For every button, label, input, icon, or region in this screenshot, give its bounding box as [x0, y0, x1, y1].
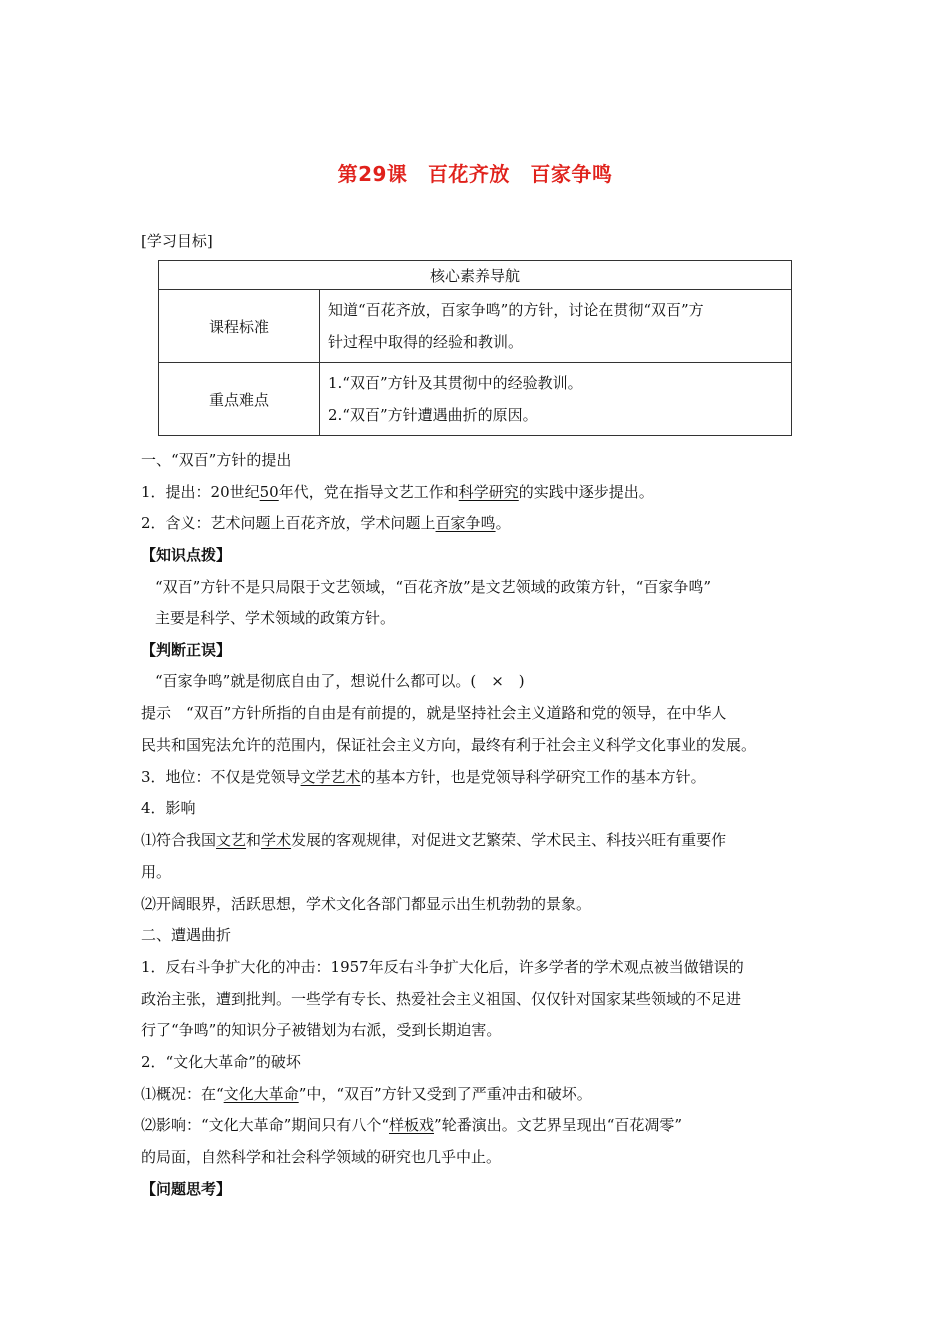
table-row-content [320, 363, 792, 436]
judge-text: “百家争鸣”就是彻底自由了，想说什么都可以。( × ) [155, 672, 525, 690]
section-heading: 二、遭遇曲折 [141, 926, 232, 944]
table-cell-line: 1.“双百”方针及其贯彻中的经验教训。 [328, 374, 583, 392]
goals-table [158, 260, 792, 436]
tip-text: 主要是科学、学术领域的政策方针。 [155, 609, 396, 627]
paragraph: 1．提出：20世纪50年代，党在指导文艺工作和科学研究的实践中逐步提出。 [141, 483, 654, 501]
paragraph: ⑴符合我国文艺和学术发展的客观规律，对促进文艺繁荣、学术民主、科技兴旺有重要作 [141, 831, 727, 849]
paragraph: 3．地位：不仅是党领导文学艺术的基本方针，也是党领导科学研究工作的基本方针。 [141, 768, 706, 786]
paragraph: ⑵开阔眼界，活跃思想，学术文化各部门都显示出生机勃勃的景象。 [141, 895, 592, 913]
lesson-title: 第29课 百花齐放 百家争鸣 [337, 162, 613, 186]
table-header: 核心素养导航 [159, 261, 792, 290]
table-row-label: 课程标准 [159, 290, 320, 363]
paragraph: 2．“文化大革命”的破坏 [141, 1053, 301, 1071]
paragraph: 政治主张，遭到批判。一些学有专长、热爱社会主义祖国、仅仅针对国家某些领域的不足进 [141, 990, 742, 1008]
paragraph: ⑴概况：在“文化大革命”中，“双百”方针又受到了严重冲击和破坏。 [141, 1085, 592, 1103]
paragraph: 4．影响 [141, 799, 196, 817]
think-label: 【问题思考】 [141, 1180, 232, 1198]
goals-label: [学习目标] [141, 232, 213, 250]
hint-text: 民共和国宪法允许的范围内，保证社会主义方向，最终有利于社会主义科学文化事业的发展。 [141, 736, 757, 754]
paragraph: 的局面，自然科学和社会科学领域的研究也几乎中止。 [141, 1148, 502, 1166]
tip-text: “双百”方针不是只局限于文艺领域，“百花齐放”是文艺领域的政策方针，“百家争鸣” [155, 578, 712, 596]
table-row-content [320, 290, 792, 363]
table-cell-line: 针过程中取得的经验和教训。 [328, 333, 524, 351]
table-cell-line: 2.“双百”方针遭遇曲折的原因。 [328, 406, 538, 424]
judge-label: 【判断正误】 [141, 641, 232, 659]
paragraph: 用。 [141, 863, 172, 881]
tip-label: 【知识点拨】 [141, 546, 232, 564]
hint-text: 提示 “双百”方针所指的自由是有前提的，就是坚持社会主义道路和党的领导，在中华人 [141, 704, 727, 722]
paragraph: 2．含义：艺术问题上百花齐放，学术问题上百家争鸣。 [141, 514, 511, 532]
paragraph: 行了“争鸣”的知识分子被错划为右派，受到长期迫害。 [141, 1021, 502, 1039]
paragraph: 1．反右斗争扩大化的冲击：1957年反右斗争扩大化后，许多学者的学术观点被当做错误的 [141, 958, 744, 976]
section-heading: 一、“双百”方针的提出 [141, 451, 292, 469]
table-cell-line: 知道“百花齐放，百家争鸣”的方针，讨论在贯彻“双百”方 [328, 301, 704, 319]
paragraph: ⑵影响：“文化大革命”期间只有八个“样板戏”轮番演出。文艺界呈现出“百花凋零” [141, 1116, 683, 1134]
table-row-label: 重点难点 [159, 363, 320, 436]
